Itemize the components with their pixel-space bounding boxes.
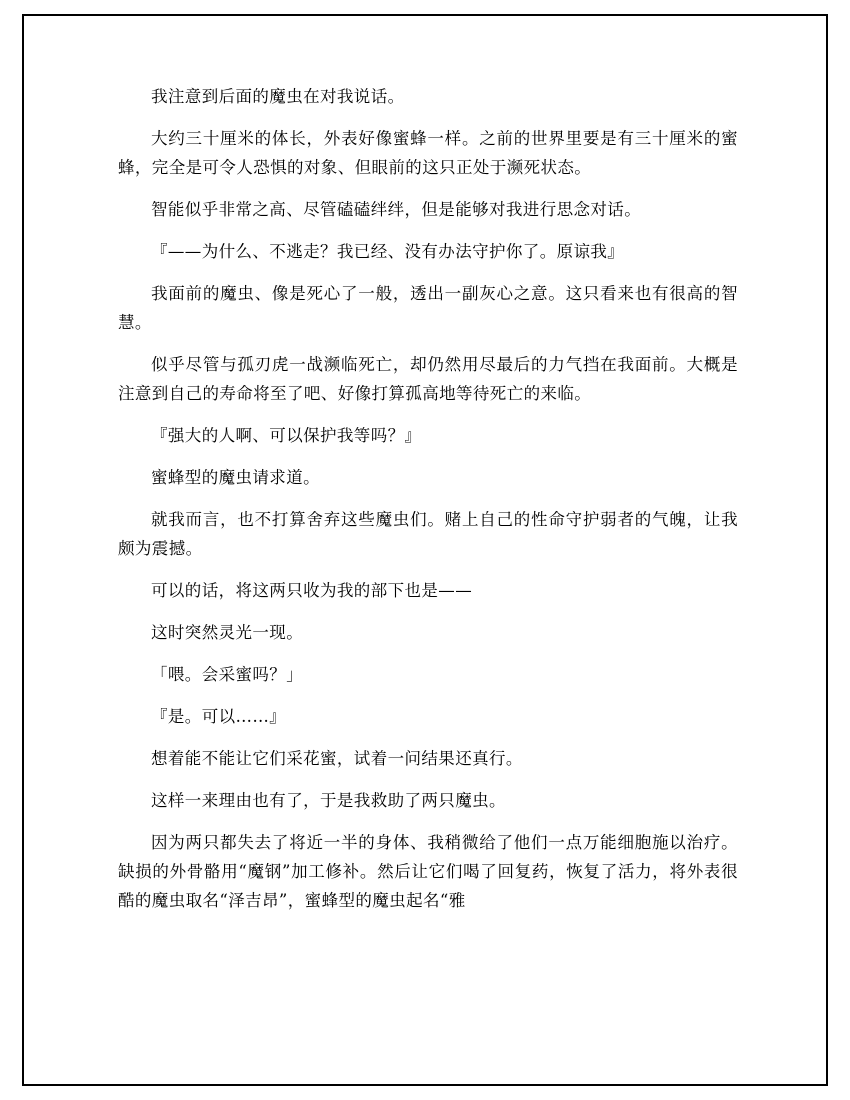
paragraph: 我面前的魔虫、像是死心了一般，透出一副灰心之意。这只看来也有很高的智慧。	[118, 284, 738, 332]
paragraph: 因为两只都失去了将近一半的身体、我稍微给了他们一点万能细胞施以治疗。缺损的外骨骼用“魔钢”加工修补。然后让它们喝了回复药，恢复了活力，将外表很酷的魔虫取名“泽吉昂”，蜜蜂型的魔虫起名“雅	[118, 833, 738, 910]
document-body	[118, 82, 738, 928]
paragraph: 『是。可以……』	[151, 707, 287, 726]
paragraph: 可以的话，将这两只收为我的部下也是——	[151, 581, 473, 600]
paragraph: 似乎尽管与孤刃虎一战濒临死亡，却仍然用尽最后的力气挡在我面前。大概是注意到自己的寿命将至了吧、好像打算孤高地等待死亡的来临。	[118, 355, 738, 403]
paragraph: 『强大的人啊、可以保护我等吗？』	[151, 426, 422, 445]
paragraph: 『——为什么、不逃走？我已经、没有办法守护你了。原谅我』	[151, 242, 625, 261]
paragraph: 大约三十厘米的体长，外表好像蜜蜂一样。之前的世界里要是有三十厘米的蜜蜂，完全是可令人恐惧的对象、但眼前的这只正处于濒死状态。	[118, 129, 738, 177]
paragraph: 「喂。会采蜜吗？」	[151, 665, 304, 684]
paragraph: 这样一来理由也有了，于是我救助了两只魔虫。	[151, 791, 506, 810]
paragraph: 蜜蜂型的魔虫请求道。	[151, 468, 320, 487]
paragraph: 就我而言，也不打算舍弃这些魔虫们。赌上自己的性命守护弱者的气魄，让我颇为震撼。	[118, 510, 738, 558]
paragraph: 智能似乎非常之高、尽管磕磕绊绊，但是能够对我进行思念对话。	[151, 200, 642, 219]
paragraph: 想着能不能让它们采花蜜，试着一问结果还真行。	[151, 749, 523, 768]
paragraph: 这时突然灵光一现。	[151, 623, 304, 642]
paragraph: 我注意到后面的魔虫在对我说话。	[151, 87, 405, 106]
